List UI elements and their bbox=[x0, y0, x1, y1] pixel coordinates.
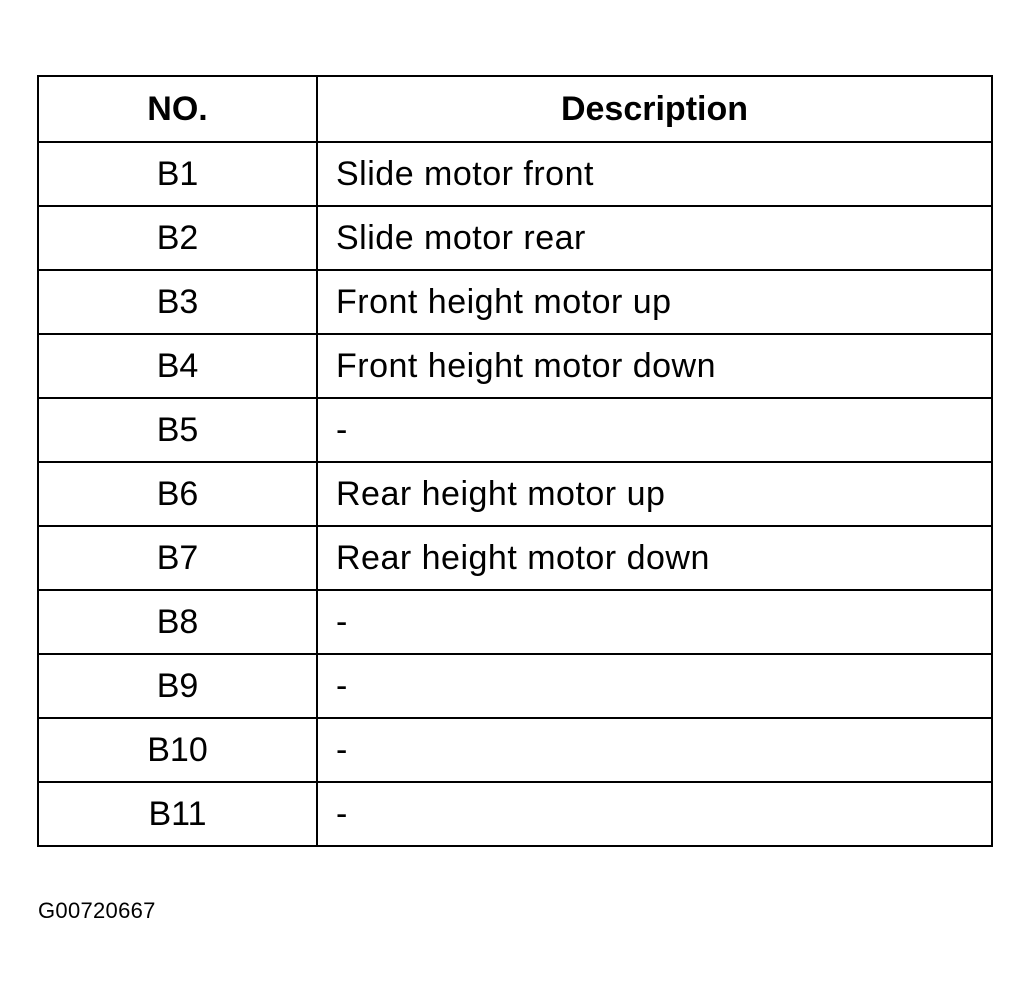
pin-description-table bbox=[37, 75, 993, 847]
figure-id-label: G00720667 bbox=[38, 898, 156, 923]
table-row bbox=[38, 462, 992, 526]
column-header-no: NO. bbox=[38, 76, 317, 142]
pin-description-cell: - bbox=[317, 398, 992, 462]
table-row bbox=[38, 334, 992, 398]
table-row bbox=[38, 718, 992, 782]
pin-number-cell: B8 bbox=[38, 590, 317, 654]
table-row bbox=[38, 270, 992, 334]
pin-number-cell: B10 bbox=[38, 718, 317, 782]
pin-description-cell: Rear height motor up bbox=[317, 462, 992, 526]
table-row bbox=[38, 206, 992, 270]
pin-number-cell: B11 bbox=[38, 782, 317, 846]
pin-number-cell: B1 bbox=[38, 142, 317, 206]
pin-number-cell: B6 bbox=[38, 462, 317, 526]
pin-description-cell: Front height motor down bbox=[317, 334, 992, 398]
pin-number-cell: B7 bbox=[38, 526, 317, 590]
pin-description-cell: Slide motor rear bbox=[317, 206, 992, 270]
pin-description-cell: Slide motor front bbox=[317, 142, 992, 206]
pin-number-cell: B2 bbox=[38, 206, 317, 270]
table-row bbox=[38, 142, 992, 206]
pin-description-cell: Front height motor up bbox=[317, 270, 992, 334]
pin-number-cell: B4 bbox=[38, 334, 317, 398]
pin-number-cell: B3 bbox=[38, 270, 317, 334]
pin-description-cell: - bbox=[317, 718, 992, 782]
pin-description-cell: Rear height motor down bbox=[317, 526, 992, 590]
table-row bbox=[38, 782, 992, 846]
pin-description-cell: - bbox=[317, 590, 992, 654]
pin-number-cell: B5 bbox=[38, 398, 317, 462]
table-header-row bbox=[38, 76, 992, 142]
table-row bbox=[38, 398, 992, 462]
table-row bbox=[38, 526, 992, 590]
pin-description-cell: - bbox=[317, 782, 992, 846]
column-header-description: Description bbox=[317, 76, 992, 142]
table-row bbox=[38, 590, 992, 654]
pin-number-cell: B9 bbox=[38, 654, 317, 718]
pin-description-cell: - bbox=[317, 654, 992, 718]
table-row bbox=[38, 654, 992, 718]
